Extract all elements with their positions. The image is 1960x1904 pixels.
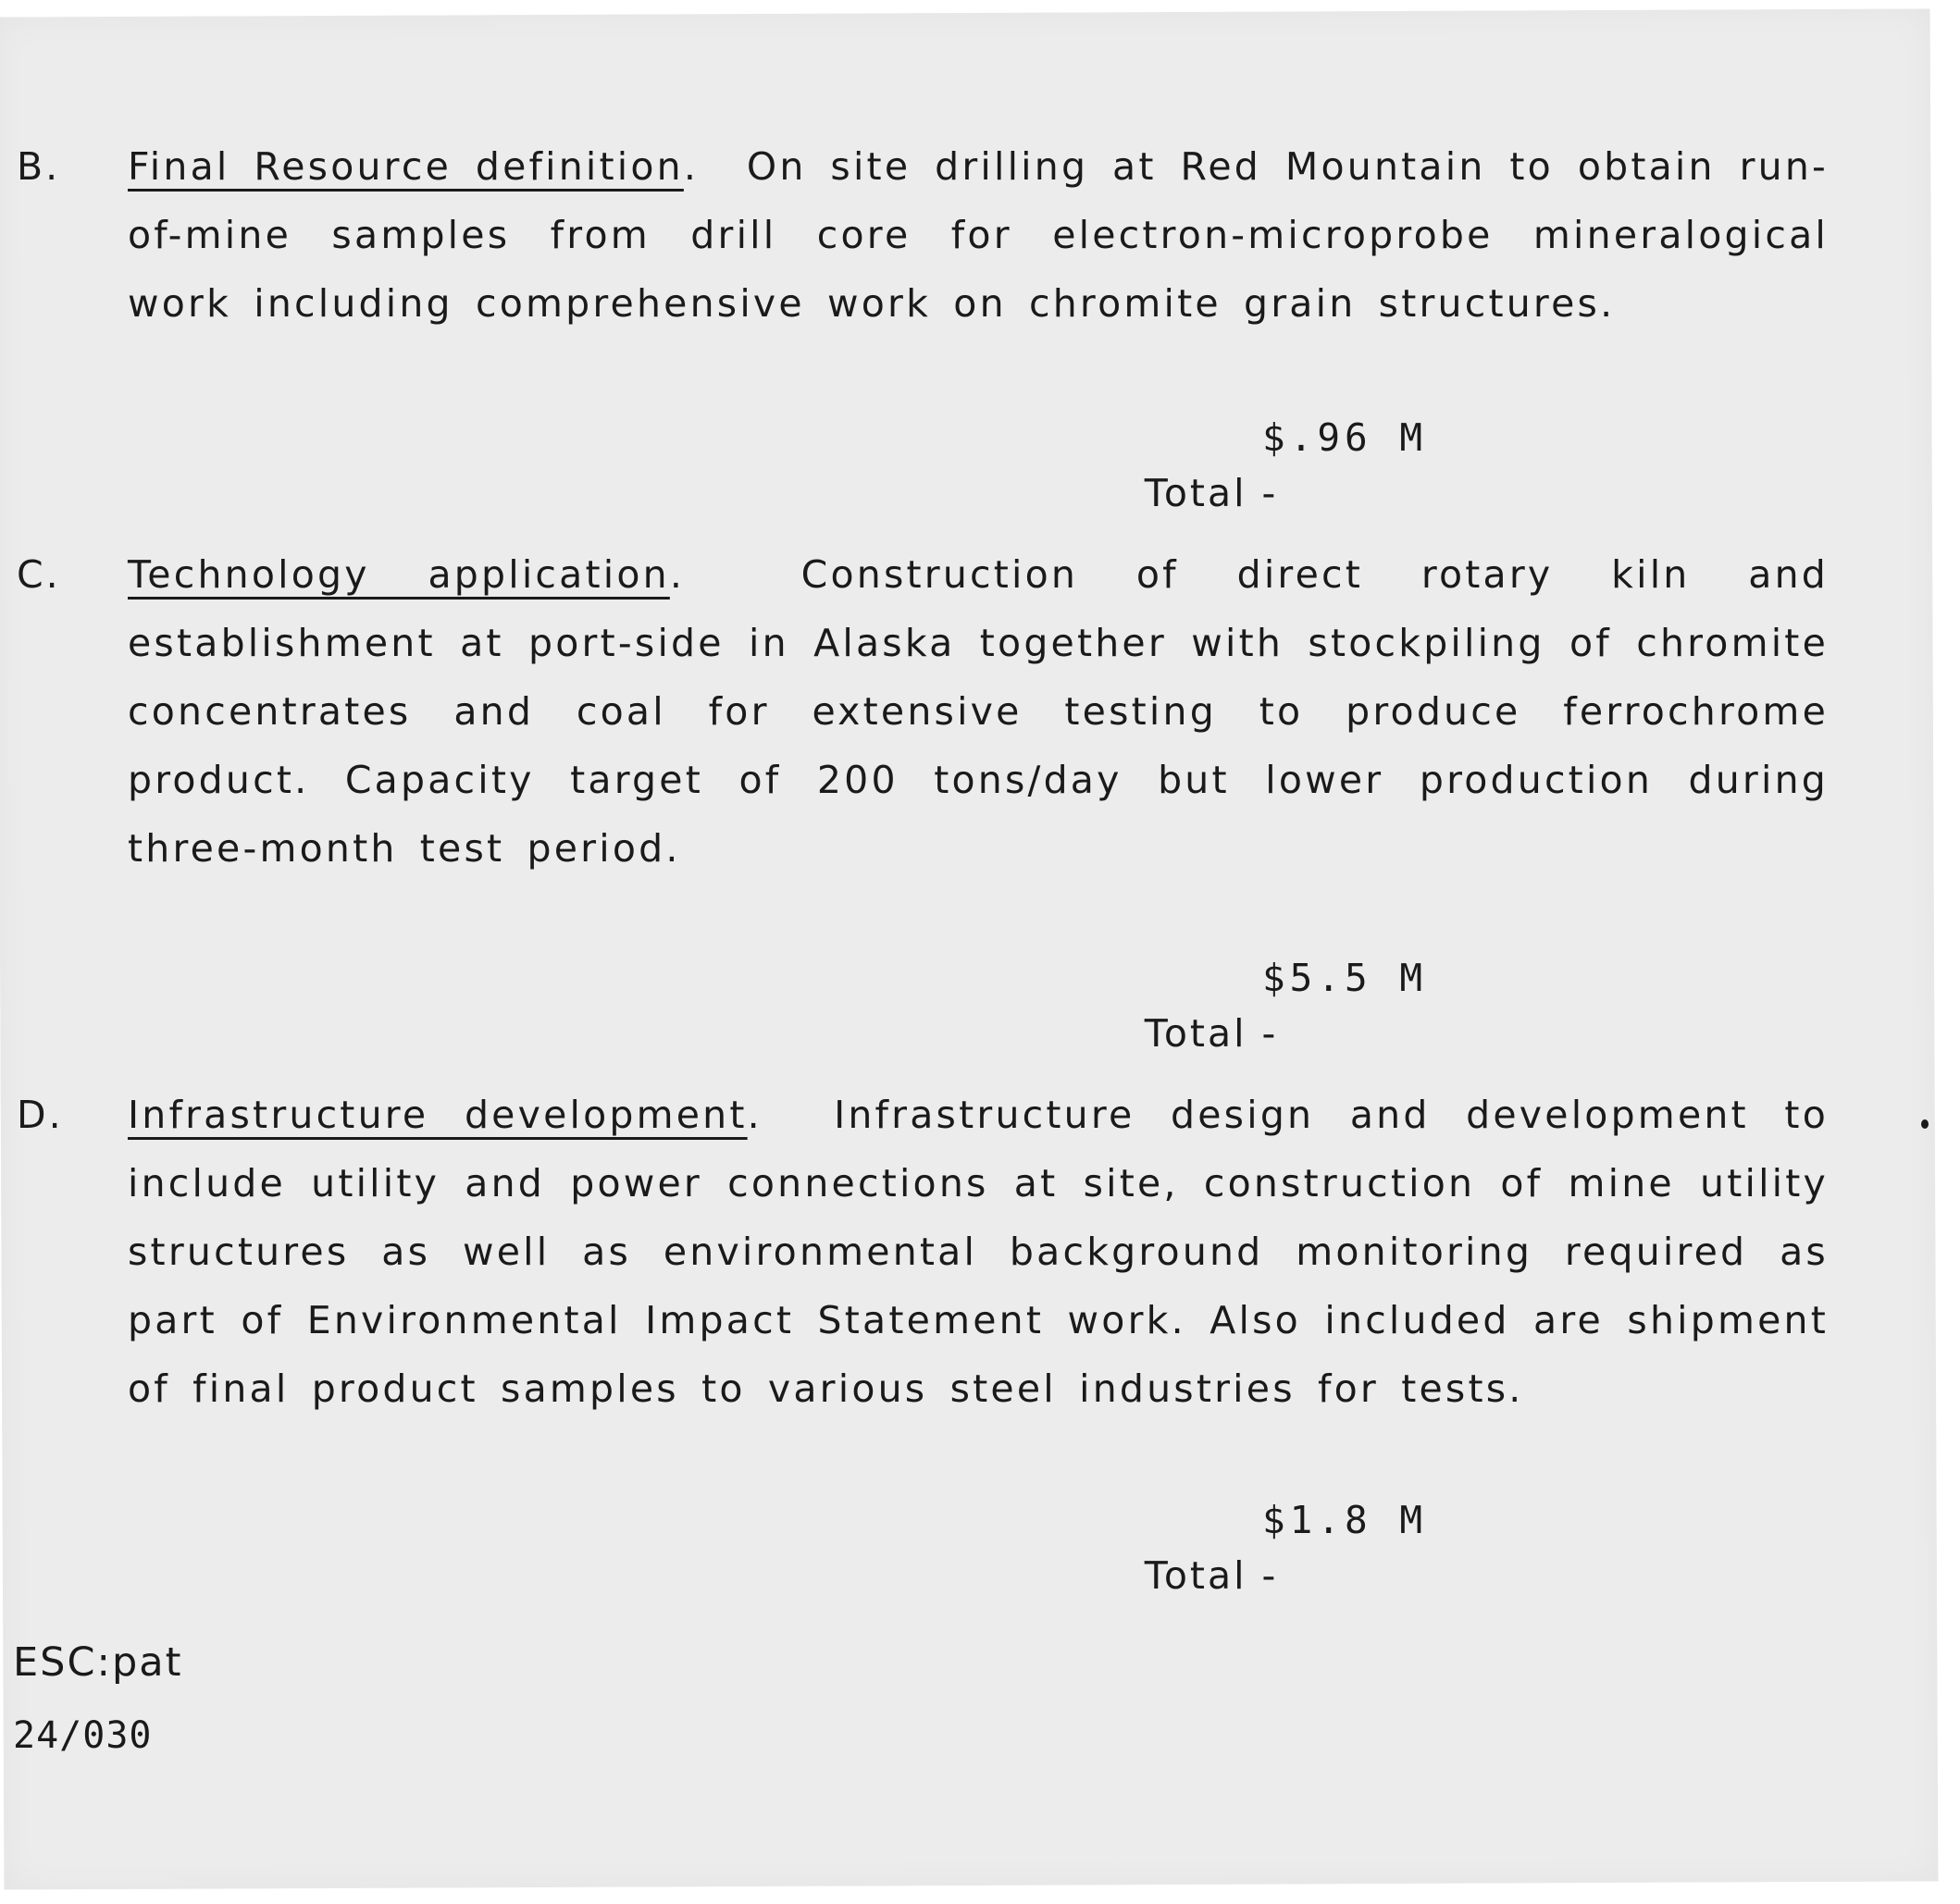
section-d-text: Infrastructure design and development to include utility and power connections at site, construction of mine utility structures as well as environmental background monitoring required as part of Environmental Impact Statement work. Also included are shipment of final product samples to various steel industries for tests. <box>128 1093 1829 1411</box>
section-c-heading-punct: . <box>669 552 686 597</box>
section-c-paragraph <box>128 540 1829 883</box>
section-b-paragraph <box>128 132 1829 338</box>
section-b-text: On site drilling at Red Mountain to obtain run-of-mine samples from drill core for electron-microprobe mineralogical work including comprehensive work on chromite grain structures. <box>128 144 1830 326</box>
section-c-label: C. <box>17 552 61 597</box>
section-c-total-label: Total - <box>1144 1011 1279 1056</box>
section-b-label: B. <box>17 144 61 189</box>
document-code: 24/030 <box>13 1714 153 1757</box>
section-d-total-label: Total - <box>1144 1553 1279 1598</box>
section-c-heading: Technology application <box>128 552 670 597</box>
section-b-heading: Final Resource definition <box>128 144 684 189</box>
section-b-total-label: Total - <box>1144 471 1279 515</box>
typist-initials: ESC:pat <box>13 1639 183 1686</box>
section-d-total-value: $1.8 M <box>1262 1498 1428 1542</box>
section-c-total-value: $5.5 M <box>1262 956 1428 1000</box>
section-b-total-value: $.96 M <box>1262 415 1428 460</box>
section-c-text: Construction of direct rotary kiln and establishment at port-side in Alaska together with stockpiling of chromite concentrates and coal for extensive testing to produce ferrochrome product. Capacity target of 200 tons/day but lower production during three-month test period. <box>128 552 1830 871</box>
section-d-heading-punct: . <box>747 1093 763 1137</box>
section-d-total <box>1035 1492 1428 1659</box>
section-d-paragraph <box>128 1081 1829 1423</box>
section-b-heading-punct: . <box>683 144 700 189</box>
section-d-label: D. <box>17 1093 64 1137</box>
section-d-heading: Infrastructure development <box>128 1093 748 1137</box>
scan-speck <box>1921 1119 1929 1129</box>
